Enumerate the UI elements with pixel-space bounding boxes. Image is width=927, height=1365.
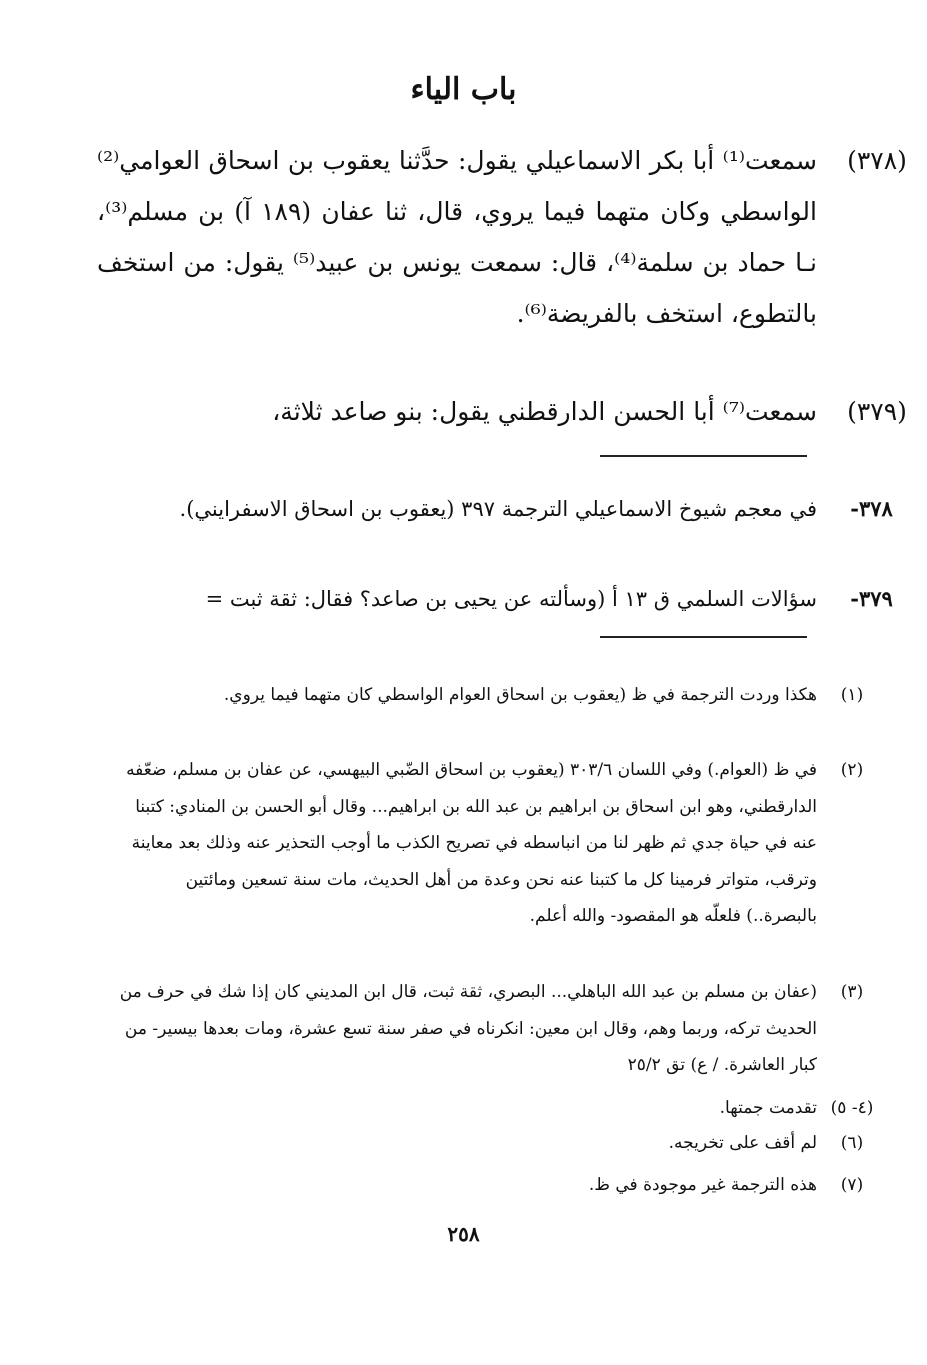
source-text: سؤالات السلمي ق ١٣ أ (وسألته عن يحيى بن صاعد؟ فقال: ثقة ثبت = — [205, 587, 817, 611]
source-text: في معجم شيوخ الاسماعيلي الترجمة ٣٩٧ (يعقوب بن اسحاق الاسفرايني). — [179, 497, 817, 521]
footnote-text: (عفان بن مسلم بن عبد الله الباهلي... البصري، ثقة ثبت، قال ابن المديني كان إذا شك في حرف من الحديث تركه، وربما وهم، وقال ابن معين: انكرناه في صفر سنة تسع عشرة، ومات بعدها بيسير- من كبار العاشرة. / ع) تق ٢٥/٢ — [119, 982, 817, 1075]
footnote-number: (٢) — [840, 760, 864, 780]
entry-number: (٣٧٨) — [847, 146, 907, 175]
footnote-3 — [117, 974, 864, 1084]
footnote-text: لم أقف على تخريجه. — [668, 1133, 817, 1153]
source-note-379 — [117, 578, 893, 620]
source-number: ٣٧٨- — [850, 496, 893, 521]
footnote-number: (٣) — [840, 982, 864, 1002]
footnote-4-5 — [117, 1090, 874, 1127]
page-number: ٢٥٨ — [447, 1222, 480, 1246]
footnote-text: تقدمت جمتها. — [719, 1098, 817, 1118]
entry-text: سمعت⁽⁷⁾ أبا الحسن الدارقطني يقول: بنو صاعد ثلاثة، — [272, 397, 817, 426]
footnote-number: (٧) — [840, 1175, 864, 1195]
page-title: باب الياء — [410, 72, 517, 107]
footnote-7 — [117, 1167, 864, 1204]
main-text-divider — [600, 455, 807, 457]
footnote-number: (٦) — [840, 1133, 864, 1153]
entry-378 — [97, 135, 907, 339]
footnote-text: هكذا وردت الترجمة في ظ (يعقوب بن اسحاق العوام الواسطي كان متهما فيما يروي. — [223, 685, 817, 705]
footnote-text: هذه الترجمة غير موجودة في ظ. — [588, 1175, 817, 1195]
footnote-6 — [117, 1125, 864, 1162]
entry-text: سمعت⁽¹⁾ أبا بكر الاسماعيلي يقول: حدَّثنا يعقوب بن اسحاق العوامي⁽²⁾ الواسطي وكان متهما فيما يروي، قال، ثنا عفان (١٨٩ آ) بن مسلم⁽³⁾، نـا حماد بن سلمة⁽⁴⁾، قال: سمعت يونس بن عبيد⁽⁵⁾ يقول: من استخف بالتطوع، استخف بالفريضة⁽⁶⁾. — [97, 146, 818, 328]
footnote-number: (١) — [840, 685, 864, 705]
footnote-number: (٤- ٥) — [830, 1098, 874, 1118]
source-number: ٣٧٩- — [850, 586, 893, 611]
entry-number: (٣٧٩) — [847, 397, 907, 426]
footnote-1 — [117, 677, 864, 714]
source-note-378 — [117, 488, 893, 530]
sources-divider — [600, 636, 807, 638]
footnote-2 — [117, 752, 864, 935]
footnote-text: في ظ (العوام.) وفي اللسان ٣٠٣/٦ (يعقوب بن اسحاق الضّبي البيهسي، عن عفان بن مسلم، ضعّفه الدارقطني، وهو ابن اسحاق بن ابراهيم بن عبد الله بن ابراهيم... وقال أبو الحسن بن المنادي: كتبنا عنه في حياة جدي ثم ظهر لنا من انباسطه في تصريح الكذب ما أوجب التحذير عنه وذلك بعد معاينة وترقب، متواتر فرمينا كل ما كتبنا عنه نحن وعدة من أهل الحديث، مات سنة تسعين ومائتين بالبصرة..) فلعلّه هو المقصود- والله أعلم. — [126, 760, 817, 926]
entry-379 — [97, 386, 907, 437]
